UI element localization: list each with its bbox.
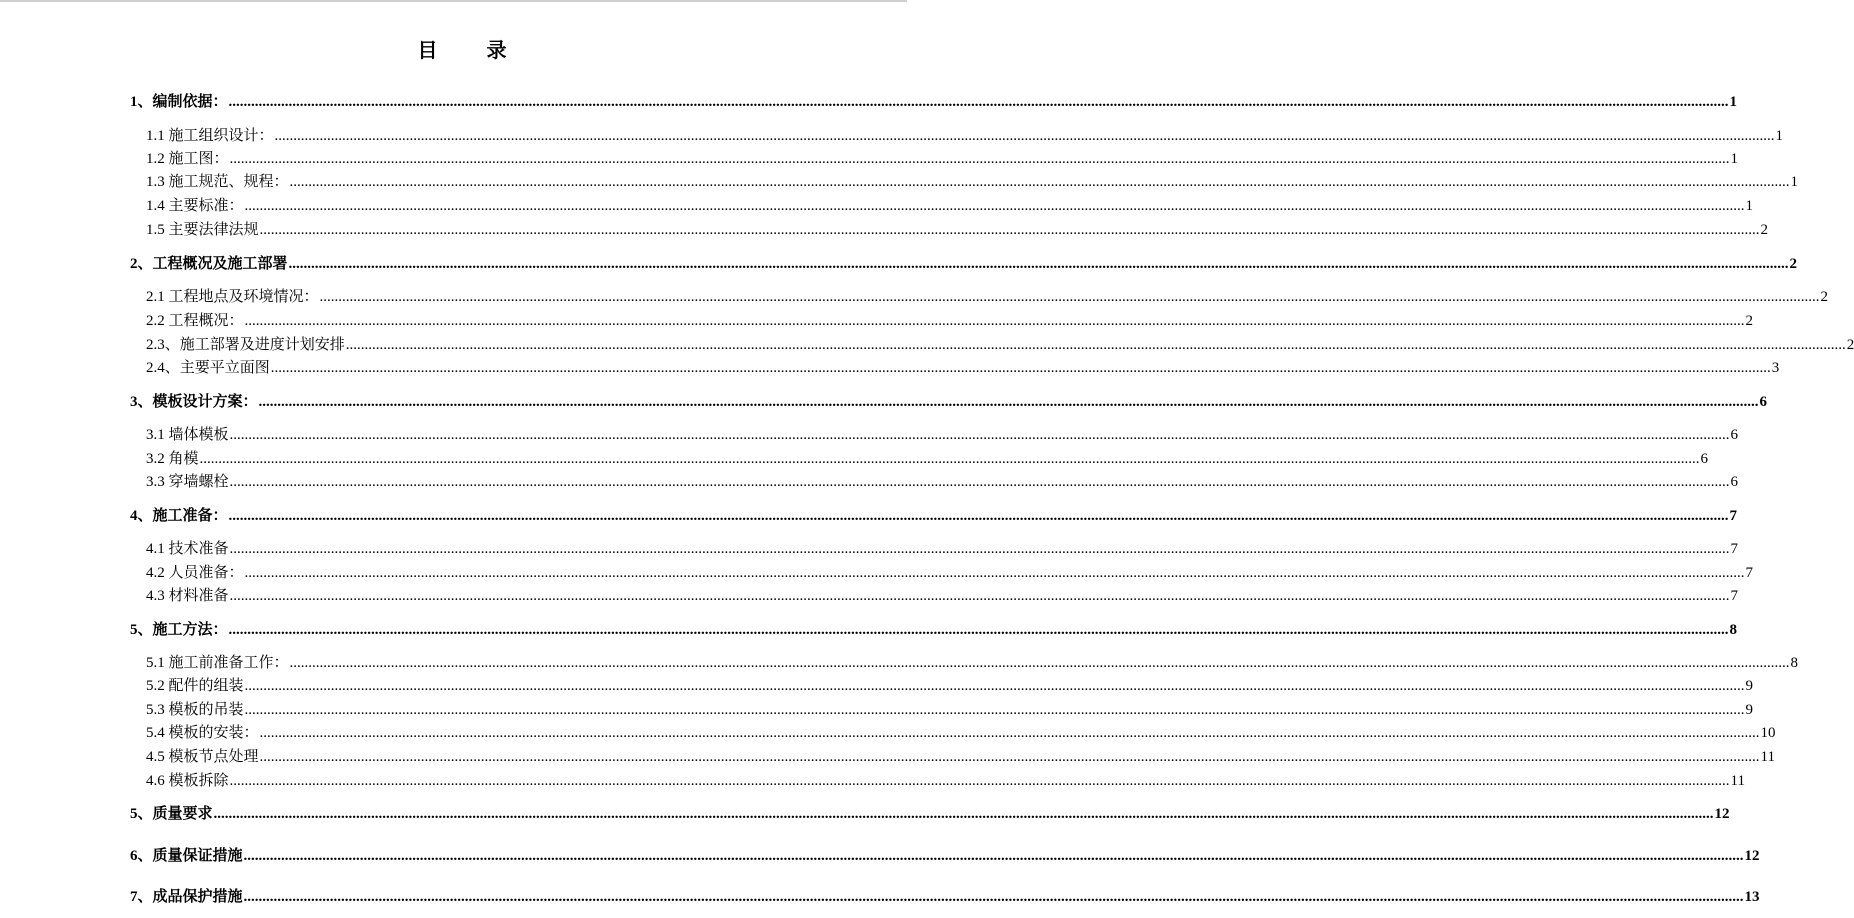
toc-entry[interactable] (146, 449, 1709, 469)
dot-leader: ................................................................................................................................................................................................................................................................................................................................................................................................................ (270, 360, 1771, 376)
dot-leader: ................................................................................................................................................................................................................................................................................................................................................................................................................ (243, 889, 1744, 905)
dot-leader: ................................................................................................................................................................................................................................................................................................................................................................................................................ (229, 773, 1730, 789)
toc-entry-page: 2 (1745, 313, 1754, 329)
toc-entry[interactable] (130, 254, 1798, 274)
toc-entry[interactable] (130, 846, 1760, 866)
dot-leader: ................................................................................................................................................................................................................................................................................................................................................................................................................ (229, 151, 1730, 167)
toc-entry[interactable] (146, 676, 1754, 696)
toc-entry[interactable] (146, 700, 1754, 720)
toc-entry[interactable] (146, 653, 1799, 673)
toc-entry-page: 7 (1730, 588, 1739, 604)
toc-entry[interactable] (146, 196, 1754, 216)
toc-entry-label: 5.2 配件的组装 (146, 678, 244, 694)
toc-entry[interactable] (130, 506, 1738, 526)
toc-entry-page: 13 (1744, 889, 1760, 905)
toc-entry-label: 3.2 角模 (146, 451, 199, 467)
toc-entry-page: 9 (1745, 678, 1754, 694)
toc-entry-page: 1 (1745, 198, 1754, 214)
toc-entry-page: 1 (1729, 94, 1738, 110)
toc-entry-page: 6 (1730, 427, 1739, 443)
toc-entry-label: 2.3、施工部署及进度计划安排 (146, 337, 345, 353)
toc-entry-label: 4.5 模板节点处理 (146, 749, 259, 765)
toc-entry-page: 2 (1760, 222, 1769, 238)
toc-entry-page: 7 (1729, 508, 1738, 524)
toc-entry-label: 1.5 主要法律法规 (146, 222, 259, 238)
toc-entry-label: 7、成品保护措施 (130, 889, 243, 905)
toc-entry[interactable] (146, 747, 1775, 767)
toc-entry-label: 5.1 施工前准备工作： (146, 655, 289, 671)
dot-leader: ................................................................................................................................................................................................................................................................................................................................................................................................................ (228, 508, 1729, 524)
toc-entry[interactable] (130, 804, 1730, 824)
toc-entry-label: 5.3 模板的吊装 (146, 702, 244, 718)
dot-leader: ................................................................................................................................................................................................................................................................................................................................................................................................................ (288, 256, 1789, 272)
dot-leader: ................................................................................................................................................................................................................................................................................................................................................................................................................ (229, 588, 1730, 604)
dot-leader: ................................................................................................................................................................................................................................................................................................................................................................................................................ (345, 337, 1846, 353)
page-top-border (0, 0, 907, 2)
toc-entry-label: 1.2 施工图： (146, 151, 229, 167)
dot-leader: ................................................................................................................................................................................................................................................................................................................................................................................................................ (259, 725, 1760, 741)
dot-leader: ................................................................................................................................................................................................................................................................................................................................................................................................................ (259, 222, 1760, 238)
dot-leader: ................................................................................................................................................................................................................................................................................................................................................................................................................ (244, 565, 1745, 581)
toc-entry[interactable] (146, 723, 1776, 743)
toc-entry-label: 4.6 模板拆除 (146, 773, 229, 789)
toc-entry-page: 8 (1729, 622, 1738, 638)
toc-entry[interactable] (130, 620, 1738, 640)
toc-entry-label: 6、质量保证措施 (130, 848, 243, 864)
toc-entry-page: 6 (1730, 474, 1739, 490)
dot-leader: ................................................................................................................................................................................................................................................................................................................................................................................................................ (229, 541, 1730, 557)
dot-leader: ................................................................................................................................................................................................................................................................................................................................................................................................................ (244, 678, 1745, 694)
toc-entry-label: 4.2 人员准备： (146, 565, 244, 581)
toc-entry-label: 1.4 主要标准： (146, 198, 244, 214)
toc-entry-page: 2 (1789, 256, 1798, 272)
toc-entry[interactable] (146, 335, 1854, 355)
dot-leader: ................................................................................................................................................................................................................................................................................................................................................................................................................ (274, 128, 1775, 144)
toc-entry[interactable] (146, 220, 1769, 240)
toc-entry-label: 2、工程概况及施工部署 (130, 256, 288, 272)
toc-entry-label: 1.1 施工组织设计： (146, 128, 274, 144)
toc-entry[interactable] (146, 586, 1739, 606)
toc-entry-page: 10 (1760, 725, 1776, 741)
dot-leader: ................................................................................................................................................................................................................................................................................................................................................................................................................ (228, 622, 1729, 638)
toc-entry[interactable] (146, 172, 1799, 192)
toc-entry-page: 2 (1846, 337, 1854, 353)
toc-entry[interactable] (146, 358, 1780, 378)
toc-entry-label: 5、施工方法： (130, 622, 228, 638)
toc-entry-page: 2 (1820, 289, 1829, 305)
dot-leader: ................................................................................................................................................................................................................................................................................................................................................................................................................ (258, 394, 1759, 410)
toc-entry-label: 2.4、主要平立面图 (146, 360, 270, 376)
toc-entry-label: 2.1 工程地点及环境情况： (146, 289, 319, 305)
toc-entry-label: 4、施工准备： (130, 508, 228, 524)
toc-entry-label: 5、质量要求 (130, 806, 213, 822)
toc-entry-label: 3、模板设计方案： (130, 394, 258, 410)
toc-entry[interactable] (130, 392, 1768, 412)
toc-entry-label: 3.3 穿墙螺栓 (146, 474, 229, 490)
dot-leader: ................................................................................................................................................................................................................................................................................................................................................................................................................ (244, 702, 1745, 718)
toc-entry-page: 1 (1730, 151, 1739, 167)
toc-entry-label: 1、编制依据： (130, 94, 228, 110)
toc-entry-page: 11 (1760, 749, 1775, 765)
dot-leader: ................................................................................................................................................................................................................................................................................................................................................................................................................ (259, 749, 1760, 765)
toc-entry-page: 12 (1744, 848, 1760, 864)
toc-entry-page: 8 (1790, 655, 1799, 671)
toc-entry-page: 9 (1745, 702, 1754, 718)
toc-entry-page: 6 (1700, 451, 1709, 467)
toc-entry-label: 5.4 模板的安装： (146, 725, 259, 741)
toc-entry-label: 3.1 墙体模板 (146, 427, 229, 443)
toc-entry-page: 7 (1730, 541, 1739, 557)
toc-entry[interactable] (146, 287, 1829, 307)
dot-leader: ................................................................................................................................................................................................................................................................................................................................................................................................................ (244, 198, 1745, 214)
dot-leader: ................................................................................................................................................................................................................................................................................................................................................................................................................ (244, 313, 1745, 329)
toc-entry-page: 12 (1714, 806, 1730, 822)
toc-entry-page: 6 (1759, 394, 1768, 410)
toc-entry-page: 11 (1730, 773, 1745, 789)
toc-entry[interactable] (146, 472, 1739, 492)
dot-leader: ................................................................................................................................................................................................................................................................................................................................................................................................................ (199, 451, 1700, 467)
toc-entry-page: 7 (1745, 565, 1754, 581)
toc-entry[interactable] (146, 563, 1754, 583)
toc-entry-label: 4.3 材料准备 (146, 588, 229, 604)
dot-leader: ................................................................................................................................................................................................................................................................................................................................................................................................................ (229, 427, 1730, 443)
dot-leader: ................................................................................................................................................................................................................................................................................................................................................................................................................ (289, 655, 1790, 671)
toc-entry-label: 1.3 施工规范、规程： (146, 174, 289, 190)
toc-entry-label: 4.1 技术准备 (146, 541, 229, 557)
toc-entry-page: 3 (1771, 360, 1780, 376)
toc-entry[interactable] (146, 771, 1745, 791)
toc-entry[interactable] (130, 92, 1738, 112)
dot-leader: ................................................................................................................................................................................................................................................................................................................................................................................................................ (319, 289, 1820, 305)
toc-entry[interactable] (146, 149, 1739, 169)
dot-leader: ................................................................................................................................................................................................................................................................................................................................................................................................................ (213, 806, 1714, 822)
toc-entry[interactable] (130, 887, 1760, 907)
dot-leader: ................................................................................................................................................................................................................................................................................................................................................................................................................ (243, 848, 1744, 864)
dot-leader: ................................................................................................................................................................................................................................................................................................................................................................................................................ (229, 474, 1730, 490)
dot-leader: ................................................................................................................................................................................................................................................................................................................................................................................................................ (289, 174, 1790, 190)
toc-entry-page: 1 (1775, 128, 1784, 144)
toc-title: 目 录 (417, 40, 529, 62)
toc-entry[interactable] (146, 311, 1754, 331)
dot-leader: ................................................................................................................................................................................................................................................................................................................................................................................................................ (228, 94, 1729, 110)
toc-entry-label: 2.2 工程概况： (146, 313, 244, 329)
toc-entry-page: 1 (1790, 174, 1799, 190)
toc-entry[interactable] (146, 425, 1739, 445)
toc-entry[interactable] (146, 539, 1739, 559)
toc-entry[interactable] (146, 126, 1784, 146)
